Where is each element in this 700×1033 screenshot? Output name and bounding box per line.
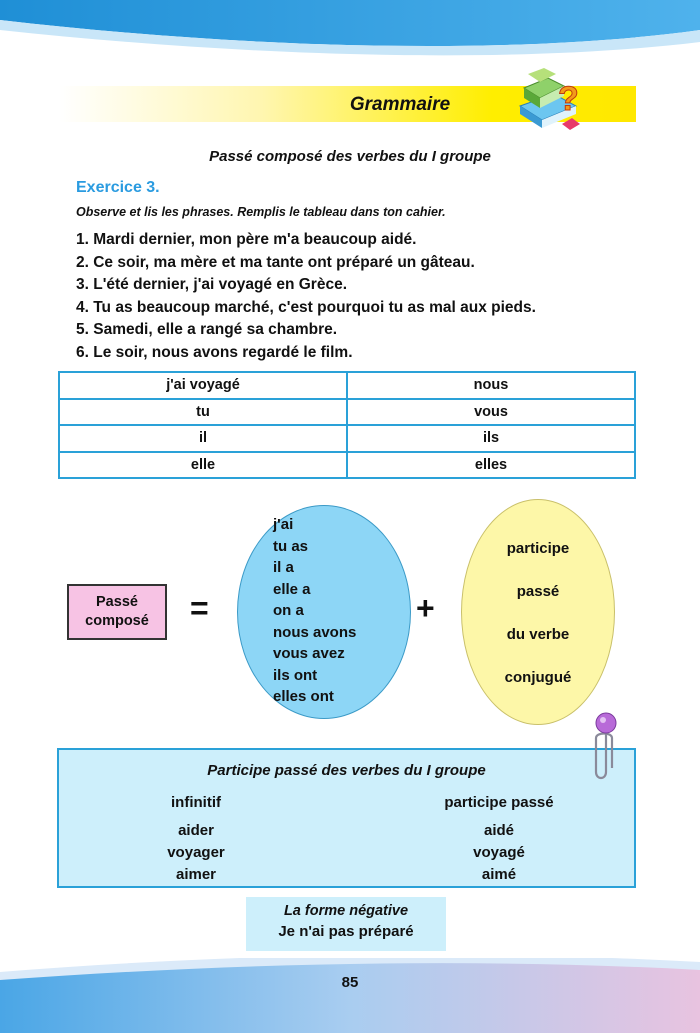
equals-sign: = bbox=[190, 590, 209, 626]
infinitive-item: aider bbox=[178, 822, 214, 839]
table-cell: tu bbox=[59, 399, 347, 426]
auxiliary-item: ils ont bbox=[273, 666, 318, 684]
auxiliary-item: tu as bbox=[273, 537, 309, 555]
top-decorative-band bbox=[0, 0, 700, 60]
table-row bbox=[59, 372, 635, 399]
negative-form-example: Je n'ai pas préparé bbox=[278, 923, 414, 940]
svg-text:?: ? bbox=[558, 80, 579, 118]
participle-form-item: voyagé bbox=[473, 844, 525, 861]
grammar-book-question-icon bbox=[514, 66, 584, 138]
section-title: Grammaire bbox=[349, 94, 451, 115]
table-row bbox=[59, 452, 635, 479]
paperclip-pin-icon bbox=[586, 712, 626, 786]
table-row bbox=[59, 425, 635, 452]
sentence-item: 2. Ce soir, ma mère et ma tante ont préparé un gâteau. bbox=[76, 253, 475, 271]
auxiliary-item: nous avons bbox=[273, 623, 357, 641]
plus-sign: + bbox=[416, 590, 435, 626]
lesson-title: Passé composé des verbes du I groupe bbox=[209, 148, 491, 165]
auxiliary-item: elle a bbox=[273, 580, 311, 598]
auxiliary-list bbox=[273, 514, 356, 708]
table-cell: ils bbox=[347, 425, 635, 452]
table-cell: j'ai voyagé bbox=[59, 372, 347, 399]
exercise-instruction: Observe et lis les phrases. Remplis le tableau dans ton cahier. bbox=[76, 205, 446, 219]
table-cell: il bbox=[59, 425, 347, 452]
participle-rule-box bbox=[57, 748, 636, 888]
participle-list bbox=[461, 538, 615, 710]
sentence-item: 3. L'été dernier, j'ai voyagé en Grèce. bbox=[76, 276, 348, 293]
participle-item: passé bbox=[516, 583, 560, 600]
bottom-decorative-band bbox=[0, 958, 700, 1033]
sentence-item: 4. Tu as beaucoup marché, c'est pourquoi tu as mal aux pieds. bbox=[76, 298, 536, 316]
participle-item: participe bbox=[506, 540, 570, 557]
auxiliary-item: il a bbox=[273, 559, 294, 576]
sentence-list bbox=[76, 229, 536, 364]
passe-compose-label-line1: Passé bbox=[96, 594, 138, 610]
participle-item: du verbe bbox=[506, 626, 570, 643]
auxiliary-item: vous avez bbox=[273, 645, 345, 662]
sentence-item: 6. Le soir, nous avons regardé le film. bbox=[76, 343, 353, 361]
table-row bbox=[59, 399, 635, 426]
negative-form-title: La forme négative bbox=[283, 903, 409, 919]
passe-compose-label-box bbox=[67, 584, 167, 640]
infinitive-header: infinitif bbox=[171, 794, 221, 811]
table-cell: elle bbox=[59, 452, 347, 479]
passe-compose-label-line2: composé bbox=[85, 613, 149, 629]
participle-header: participe passé bbox=[444, 794, 554, 811]
table-cell: nous bbox=[347, 372, 635, 399]
auxiliary-item: on a bbox=[273, 602, 304, 619]
sentence-item: 5. Samedi, elle a rangé sa chambre. bbox=[76, 321, 338, 338]
participle-item: conjugué bbox=[504, 669, 572, 686]
infinitive-column bbox=[131, 794, 261, 886]
participle-column bbox=[399, 794, 599, 886]
participle-form-item: aimé bbox=[481, 866, 517, 883]
auxiliary-item: elles ont bbox=[273, 688, 334, 705]
participle-box-title: Participe passé des verbes du I groupe bbox=[207, 762, 486, 779]
negative-form-box bbox=[246, 897, 446, 951]
page-number: 85 bbox=[341, 974, 359, 991]
sentence-item: 1. Mardi dernier, mon père m'a beaucoup aidé. bbox=[76, 231, 417, 248]
infinitive-item: voyager bbox=[167, 844, 225, 861]
infinitive-item: aimer bbox=[175, 866, 217, 883]
participle-form-item: aidé bbox=[483, 822, 514, 839]
conjugation-table bbox=[58, 371, 636, 479]
auxiliary-item: j'ai bbox=[273, 516, 294, 533]
table-cell: vous bbox=[347, 399, 635, 426]
table-cell: elles bbox=[347, 452, 635, 479]
exercise-title: Exercice 3. bbox=[76, 179, 160, 196]
